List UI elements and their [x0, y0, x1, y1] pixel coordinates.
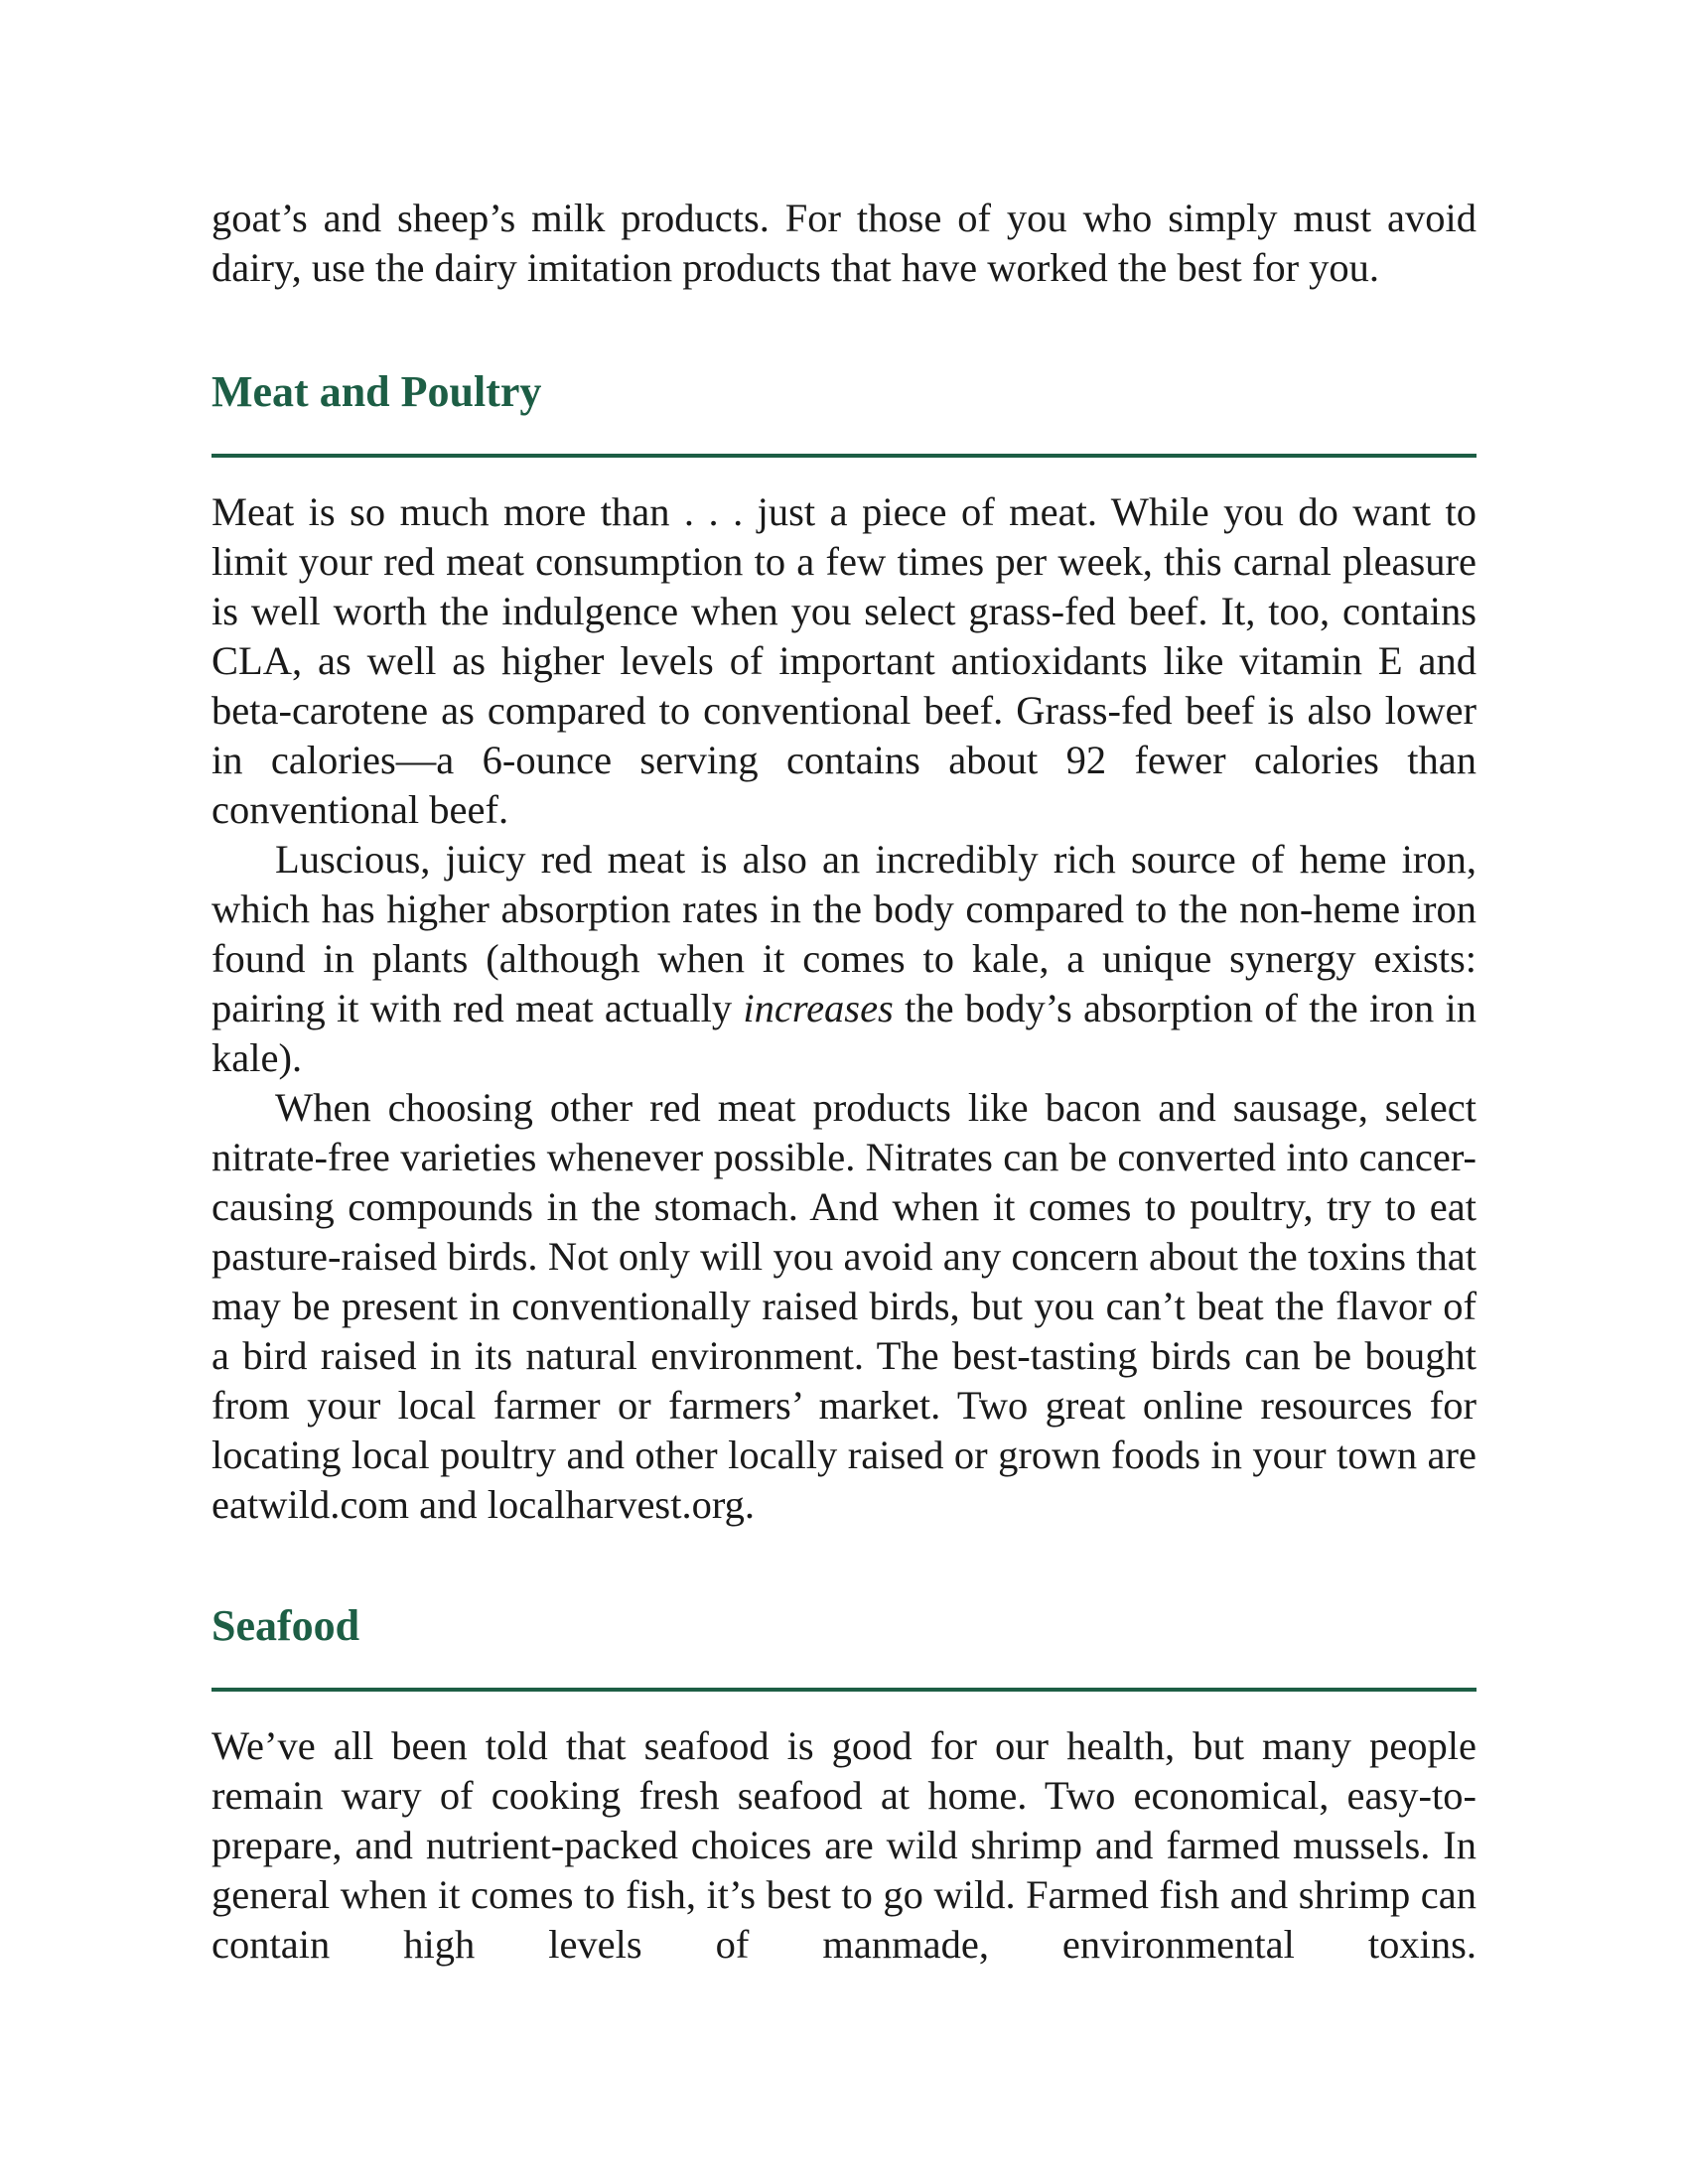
- meat-poultry-heading: Meat and Poultry: [211, 367, 542, 416]
- meat-poultry-section: [211, 367, 1477, 1530]
- meat-paragraph-2: [211, 835, 1477, 1083]
- seafood-section: [211, 1601, 1477, 1970]
- seafood-paragraph-1: We’ve all been told that seafood is good for our health, but many people remain wary of cooking fresh seafood at home. Two economical, easy-to-prepare, and nutrient-packed choices are wild shrimp and farmed mussels. In general when it comes to fish, it’s best to go wild. Farmed fish and shrimp can contain high levels of manmade, environmental toxins.: [211, 1723, 1477, 1967]
- meat-paragraph-2-end: the body’s absorption of the iron in kale).: [211, 986, 1477, 1080]
- section-rule: [211, 1688, 1477, 1692]
- emphasis-text: increases: [743, 986, 894, 1030]
- meat-paragraph-2-start: Luscious, juicy red meat is also an incredibly rich source of heme iron, which has higher absorption rates in the body compared to the non-heme iron found in plants (although when it comes to kale, a unique synergy exists: pairing it with red meat actually: [211, 837, 1477, 1030]
- page-content: [211, 194, 1477, 1970]
- meat-paragraph-1: Meat is so much more than . . . just a piece of meat. While you do want to limit your red meat consumption to a few times per week, this carnal pleasure is well worth the indulgence when you select grass-fed beef. It, too, contains CLA, as well as higher levels of important antioxidants like vitamin E and beta-carotene as compared to conventional beef. Grass-fed beef is also lower in calories—a 6-ounce serving contains about 92 fewer calories than conventional beef.: [211, 489, 1477, 832]
- section-rule: [211, 454, 1477, 458]
- seafood-heading: Seafood: [211, 1601, 360, 1650]
- meat-paragraph-3: When choosing other red meat products like bacon and sausage, select nitrate-free varieties whenever possible. Nitrates can be converted into cancer-causing compounds in the stomach. And when it comes to poultry, try to eat pasture-raised birds. Not only will you avoid any concern about the toxins that may be present in conventionally raised birds, but you can’t beat the flavor of a bird raised in its natural environment. The best-tasting birds can be bought from your local farmer or farmers’ market. Two great online resources for locating local poultry and other locally raised or grown foods in your town are eatwild.com and localharvest.org.: [211, 1085, 1477, 1527]
- intro-paragraph: goat’s and sheep’s milk products. For those of you who simply must avoid dairy, use the dairy imitation products that have worked the best for you.: [211, 196, 1477, 290]
